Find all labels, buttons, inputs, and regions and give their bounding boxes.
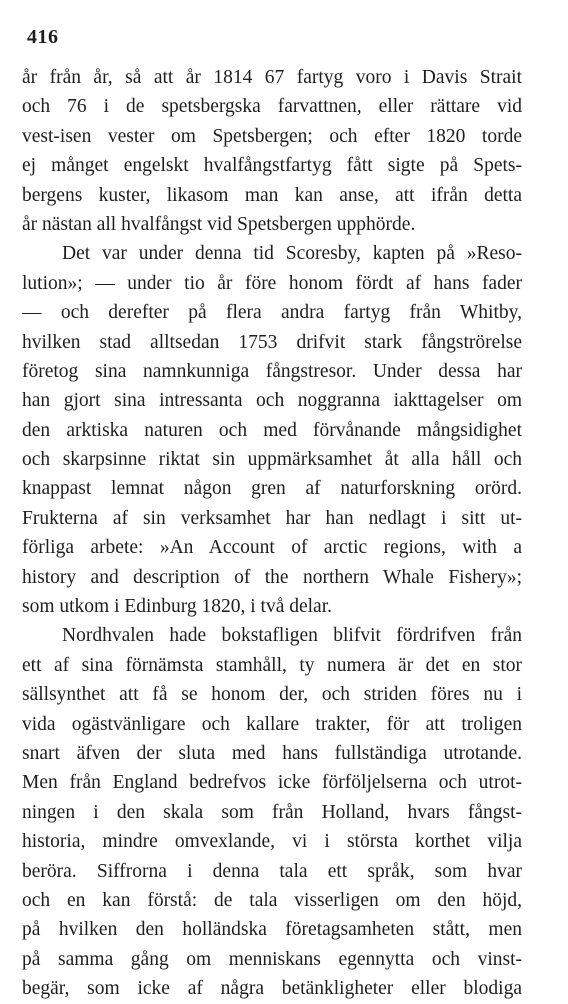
body-text <box>22 63 522 1004</box>
text-line: knappast lemnat någon gren af naturforskning orörd. <box>22 478 522 500</box>
text-line: år nästan all hvalfångst vid Spetsbergen upphörde. <box>22 213 416 235</box>
text-line: Det var under denna tid Scoresby, kapten på »Reso- <box>62 243 522 265</box>
text-line: på samma gång om menniskans egennytta och vinst- <box>22 948 522 970</box>
text-line: och skarpsinne riktat sin uppmärksamhet åt alla håll och <box>22 449 522 471</box>
text-line: lution»; — under tio år före honom fördt af hans fader <box>22 272 522 294</box>
paragraph <box>22 239 522 621</box>
page-number: 416 <box>27 26 59 48</box>
text-line: vida ogästvänligare och kallare trakter, för att troligen <box>22 713 522 735</box>
text-line: den arktiska naturen och med förvånande mångsidighet <box>22 419 522 441</box>
paragraph <box>22 621 522 1003</box>
text-line: history and description of the northern Whale Fishery»; <box>22 566 522 588</box>
text-line: historia, mindre omvexlande, vi i största korthet vilja <box>22 831 522 853</box>
text-line: han gjort sina intressanta och noggranna iakttagelser om <box>22 390 522 412</box>
text-line: ej månget engelskt hvalfångstfartyg fått sigte på Spets- <box>22 155 522 177</box>
text-line: ningen i den skala som från Holland, hvars fångst- <box>22 801 522 823</box>
text-line: som utkom i Edinburg 1820, i två delar. <box>22 596 332 618</box>
text-line: Frukterna af sin verksamhet har han nedlagt i sitt ut- <box>22 507 522 529</box>
text-line: på hvilken den holländska företagsamheten stått, men <box>22 919 522 941</box>
paragraph <box>22 63 522 239</box>
text-line: sällsynthet att få se honom der, och striden föres nu i <box>22 684 522 706</box>
text-line: — och derefter på flera andra fartyg från Whitby, <box>22 302 522 324</box>
text-line: vest-isen vester om Spetsbergen; och efter 1820 torde <box>22 125 522 147</box>
text-line: beröra. Siffrorna i denna tala ett språk, som hvar <box>22 860 522 882</box>
text-line: begär, som icke af några betänkligheter eller blodiga <box>22 978 522 1000</box>
text-line: hvilken stad alltsedan 1753 drifvit stark fångströrelse <box>22 331 522 353</box>
text-line: förliga arbete: »An Account of arctic regions, with a <box>22 537 522 559</box>
text-line: bergens kuster, likasom man kan anse, att ifrån detta <box>22 184 522 206</box>
text-line: Nordhvalen hade bokstafligen blifvit fördrifven från <box>62 625 522 647</box>
text-line: företog sina namnkunniga fångstresor. Under dessa har <box>22 360 522 382</box>
text-line: år från år, så att år 1814 67 fartyg voro i Davis Strait <box>22 67 522 88</box>
text-line: och en kan förstå: de tala visserligen om den höjd, <box>22 889 522 911</box>
text-line: Men från England bedrefvos icke förföljelserna och utrot- <box>22 772 522 794</box>
text-line: och 76 i de spetsbergska farvattnen, eller rättare vid <box>22 96 522 118</box>
text-line: snart äfven der sluta med hans fullständiga utrotande. <box>22 742 522 764</box>
text-line: ett af sina förnämsta stamhåll, ty numera är det en stor <box>22 654 522 676</box>
